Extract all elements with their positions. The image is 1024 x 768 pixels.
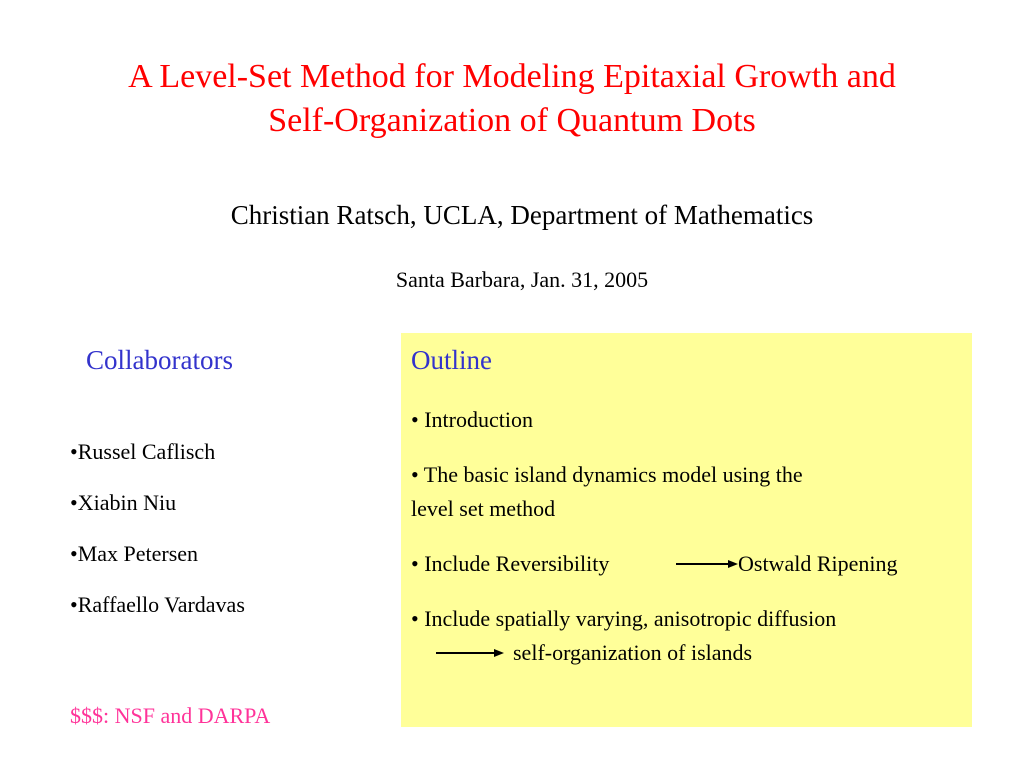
title-line-2: Self-Organization of Quantum Dots [268,102,756,139]
collaborators-heading: Collaborators [86,345,233,375]
right-arrow-icon [675,556,739,572]
outline-item-island-dynamics-line-1: • The basic island dynamics model using the [411,462,803,487]
slide-title [0,55,1024,143]
outline-item-island-dynamics-line-2: level set method [411,496,556,521]
collaborator-item: •Xiabin Niu [70,490,177,515]
venue-date: Santa Barbara, Jan. 31, 2005 [395,267,649,292]
title-line-1: A Level-Set Method for Modeling Epitaxial Growth and [128,58,896,95]
outline-item-self-organization: self-organization of islands [513,640,753,665]
outline-item-reversibility: • Include Reversibility [411,551,610,576]
funding-note: $$$: NSF and DARPA [70,703,271,728]
outline-item-ostwald-ripening: Ostwald Ripening [738,551,898,576]
outline-heading: Outline [411,345,492,375]
right-arrow-icon [435,645,505,661]
collaborator-item: •Russel Caflisch [70,439,216,464]
author-affiliation: Christian Ratsch, UCLA, Department of Mathematics [230,200,814,230]
outline-item-introduction: • Introduction [411,407,533,432]
outline-item-anisotropic-diffusion-line-1: • Include spatially varying, anisotropic diffusion [411,606,837,631]
collaborator-item: •Raffaello Vardavas [70,592,245,617]
collaborator-item: •Max Petersen [70,541,199,566]
outline-box [401,333,972,727]
collaborators-list [70,437,245,641]
